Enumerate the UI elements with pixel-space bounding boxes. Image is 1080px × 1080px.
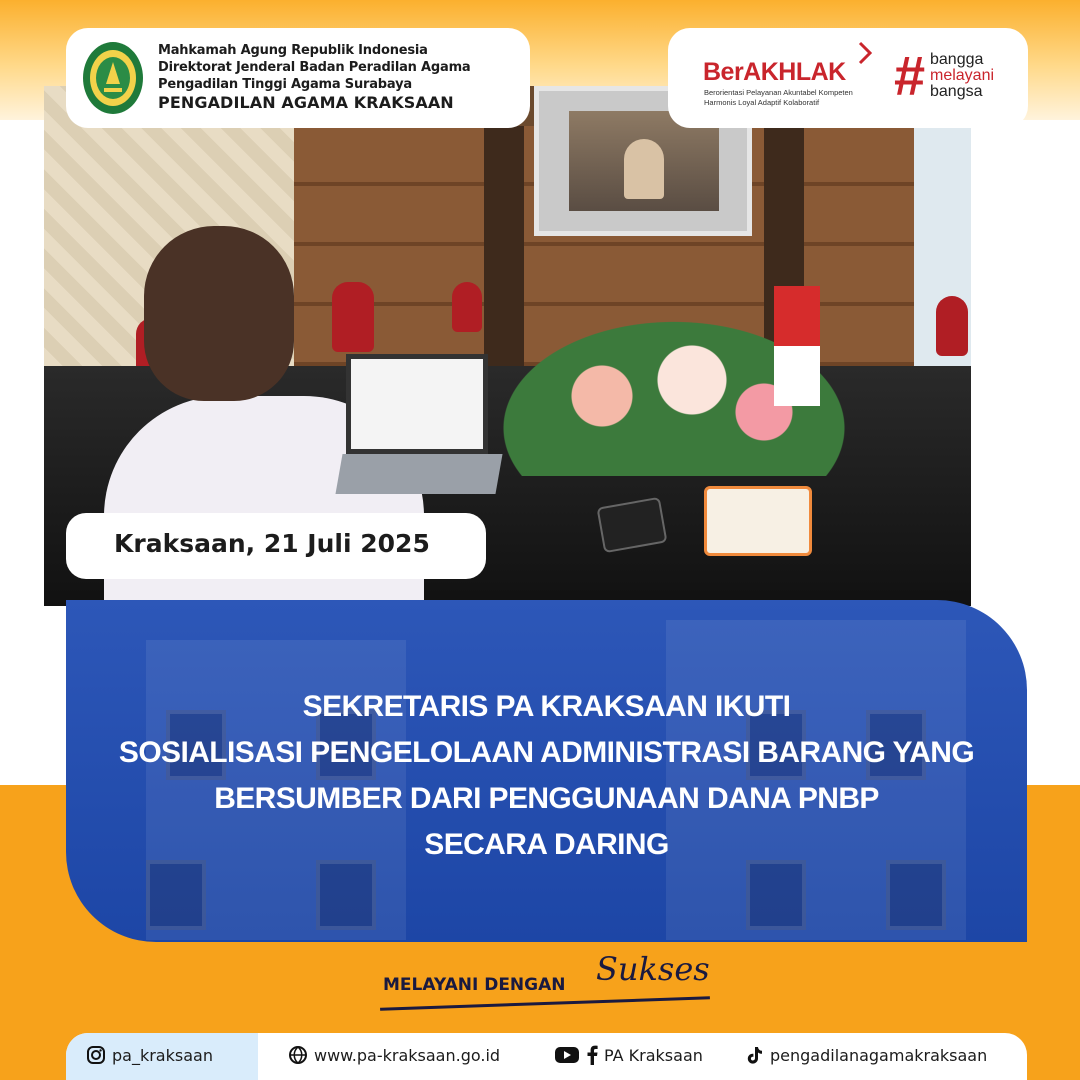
instagram-link[interactable]	[86, 1045, 213, 1065]
man-head	[144, 226, 294, 401]
instagram-icon	[86, 1045, 106, 1065]
date-badge	[66, 513, 486, 579]
title-panel	[66, 600, 1027, 942]
red-chair	[936, 296, 968, 356]
headline	[66, 684, 1027, 868]
indonesian-flag	[774, 286, 820, 406]
youtube-facebook-link[interactable]	[554, 1045, 703, 1065]
facebook-icon	[586, 1045, 598, 1065]
social-footer	[66, 1033, 1027, 1080]
institution-header	[66, 28, 530, 128]
header-line-2: Direktorat Jenderal Badan Peradilan Agama	[158, 60, 471, 75]
court-seal-icon	[82, 40, 144, 116]
court-name: PENGADILAN AGAMA KRAKSAAN	[158, 93, 454, 112]
tiktok-link[interactable]	[744, 1045, 987, 1065]
headline-line-3: BERSUMBER DARI PENGGUNAAN DANA PNBP	[214, 782, 879, 815]
chevron-icon	[858, 41, 872, 65]
laptop-screen	[346, 354, 488, 454]
date-text: Kraksaan, 21 Juli 2025	[114, 529, 430, 558]
website-link[interactable]	[288, 1045, 500, 1065]
header-line-3: Pengadilan Tinggi Agama Surabaya	[158, 77, 412, 92]
youtube-icon	[554, 1045, 580, 1065]
hashtag-icon: #	[894, 44, 926, 107]
berakhlak-logo: BerAKHLAK	[703, 58, 846, 86]
tiktok-icon	[744, 1045, 764, 1065]
headline-line-4: SECARA DARING	[424, 828, 669, 861]
slogan-text: MELAYANI DENGAN	[383, 975, 566, 995]
berakhlak-subtitle: Berorientasi Pelayanan Akuntabel Kompeten Harmonis Loyal Adaptif Kolaboratif	[704, 88, 853, 107]
red-chair	[452, 282, 482, 332]
red-chair	[332, 282, 374, 352]
website-url: www.pa-kraksaan.go.id	[314, 1045, 501, 1065]
headline-line-2: SOSIALISASI PENGELOLAAN ADMINISTRASI BARANG YANG	[118, 736, 975, 769]
facebook-page: PA Kraksaan	[604, 1045, 703, 1065]
slogan-script: Sukses	[596, 950, 710, 988]
tissue-box	[704, 486, 812, 556]
globe-icon	[288, 1045, 308, 1065]
bangga-melayani-bangsa-logo: bangga melayani bangsa	[930, 51, 995, 100]
instagram-handle: pa_kraksaan	[112, 1045, 213, 1065]
headline-line-1: SEKRETARIS PA KRAKSAAN IKUTI	[302, 690, 791, 723]
tiktok-handle: pengadilanagamakraksaan	[770, 1045, 988, 1065]
laptop-keyboard	[335, 454, 502, 494]
values-header	[668, 28, 1028, 128]
header-line-1: Mahkamah Agung Republik Indonesia	[158, 43, 428, 58]
window	[914, 126, 971, 406]
